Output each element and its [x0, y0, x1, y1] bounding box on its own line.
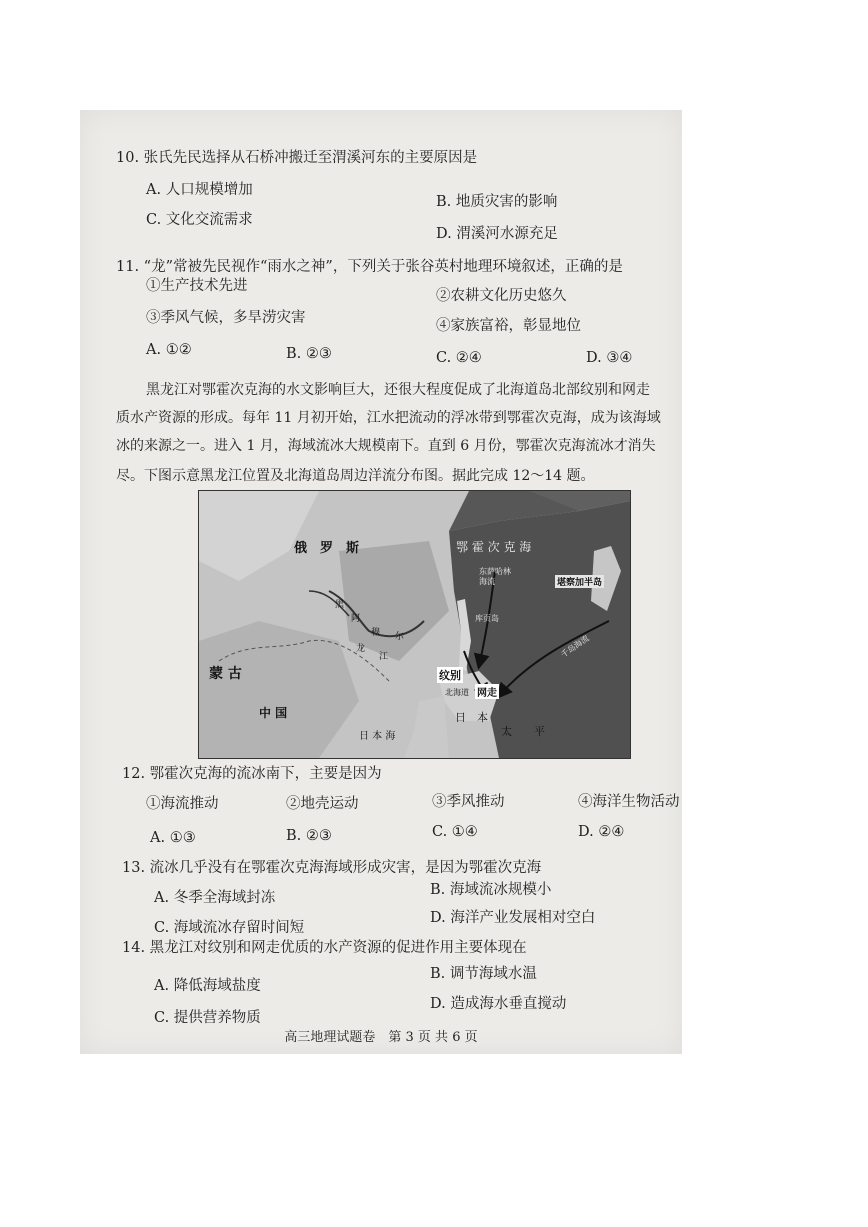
q11-option-d: D. ③④	[586, 350, 633, 366]
map-label-river-char: 江	[379, 652, 389, 662]
q11-item-2: ②农耕文化历史悠久	[436, 288, 567, 304]
passage-line-4: 尽。下图示意黑龙江位置及北海道岛周边洋流分布图。据此完成 12～14 题。	[116, 468, 595, 484]
q13-option-c: C. 海域流冰存留时间短	[154, 920, 305, 936]
q11-item-1: ①生产技术先进	[146, 278, 248, 294]
q10-option-a: A. 人口规模增加	[146, 182, 253, 198]
exam-page	[80, 110, 682, 1054]
q12-option-d: D. ②④	[578, 824, 625, 840]
q12-option-a: A. ①③	[150, 830, 196, 846]
map-label-pacific: 太 平	[501, 725, 545, 738]
q14-stem: 14. 黑龙江对纹别和网走优质的水产资源的促进作用主要体现在	[122, 940, 527, 956]
q10-option-b: B. 地质灾害的影响	[436, 194, 558, 210]
page-footer: 高三地理试题卷 第 3 页 共 6 页	[284, 1030, 478, 1045]
q14-option-c: C. 提供营养物质	[154, 1010, 261, 1026]
passage-line-1: 黑龙江对鄂霍次克海的水文影响巨大，还很大程度促成了北海道岛北部纹别和网走	[146, 382, 650, 398]
map-label-monbetsu: 纹别	[439, 669, 461, 682]
map-label-sea-of-japan: 日 本 海	[359, 731, 396, 742]
map-label-china: 中 国	[259, 706, 288, 720]
map-label-river-char: 阿	[351, 614, 361, 624]
map-figure	[198, 490, 631, 759]
q12-item-1: ①海流推动	[146, 796, 219, 812]
q11-option-b: B. ②③	[286, 346, 332, 362]
q11-item-3: ③季风气候，多旱涝灾害	[146, 310, 306, 326]
map-label-kamchatka: 堪察加半岛	[555, 575, 604, 588]
q14-option-d: D. 造成海水垂直搅动	[430, 996, 567, 1012]
q11-stem: 11. “龙”常被先民视作“雨水之神”，下列关于张谷英村地理环境叙述，正确的是	[116, 259, 623, 275]
q12-option-c: C. ①④	[432, 824, 478, 840]
q12-item-3: ③季风推动	[432, 794, 505, 810]
map-label-mongolia: 蒙 古	[209, 666, 242, 682]
map-label-kuril-current: 千岛海流	[559, 633, 591, 660]
passage-line-3: 冰的来源之一。进入 1 月，海域流冰大规模南下。直到 6 月份，鄂霍次克海流冰才消失	[116, 438, 656, 454]
q13-option-b: B. 海域流冰规模小	[430, 882, 552, 898]
q13-option-a: A. 冬季全海域封冻	[154, 890, 276, 906]
map-label-russia: 俄 罗 斯	[294, 541, 360, 556]
q12-item-2: ②地壳运动	[286, 796, 359, 812]
map-label-river-char: 穆	[371, 628, 381, 638]
map-label-river-char: 尔	[395, 632, 405, 642]
q12-stem: 12. 鄂霍次克海的流冰南下，主要是因为	[122, 766, 382, 782]
q11-option-a: A. ①②	[146, 342, 192, 358]
q13-option-d: D. 海洋产业发展相对空白	[430, 910, 596, 926]
q12-item-4: ④海洋生物活动	[578, 794, 680, 810]
q14-option-a: A. 降低海域盐度	[154, 978, 261, 994]
q14-option-b: B. 调节海域水温	[430, 966, 537, 982]
q13-stem: 13. 流冰几乎没有在鄂霍次克海海域形成灾害，是因为鄂霍次克海	[122, 860, 542, 876]
map-label-river-char: 黑	[335, 600, 345, 610]
map-label-abashiri: 网走	[475, 684, 499, 699]
map-label-japan: 日 本	[455, 711, 488, 724]
map-label-hokkaido: 北海道	[445, 688, 469, 697]
map-label-river-char: 龙	[356, 644, 366, 654]
q11-option-c: C. ②④	[436, 350, 482, 366]
passage-line-2: 质水产资源的形成。每年 11 月初开始，江水把流动的浮冰带到鄂霍次克海，成为该海域	[116, 410, 661, 426]
q12-option-b: B. ②③	[286, 828, 332, 844]
map-label-okhotsk-sea: 鄂 霍 次 克 海	[456, 540, 532, 554]
map-label-sakhalin: 库页岛	[475, 614, 499, 623]
map-label-east-sakhalin-current: 东萨哈林海流	[479, 567, 511, 586]
q10-stem: 10. 张氏先民选择从石桥冲搬迁至渭溪河东的主要原因是	[116, 150, 478, 166]
q11-item-4: ④家族富裕，彰显地位	[436, 318, 581, 334]
q10-option-d: D. 渭溪河水源充足	[436, 226, 558, 242]
q10-option-c: C. 文化交流需求	[146, 212, 253, 228]
